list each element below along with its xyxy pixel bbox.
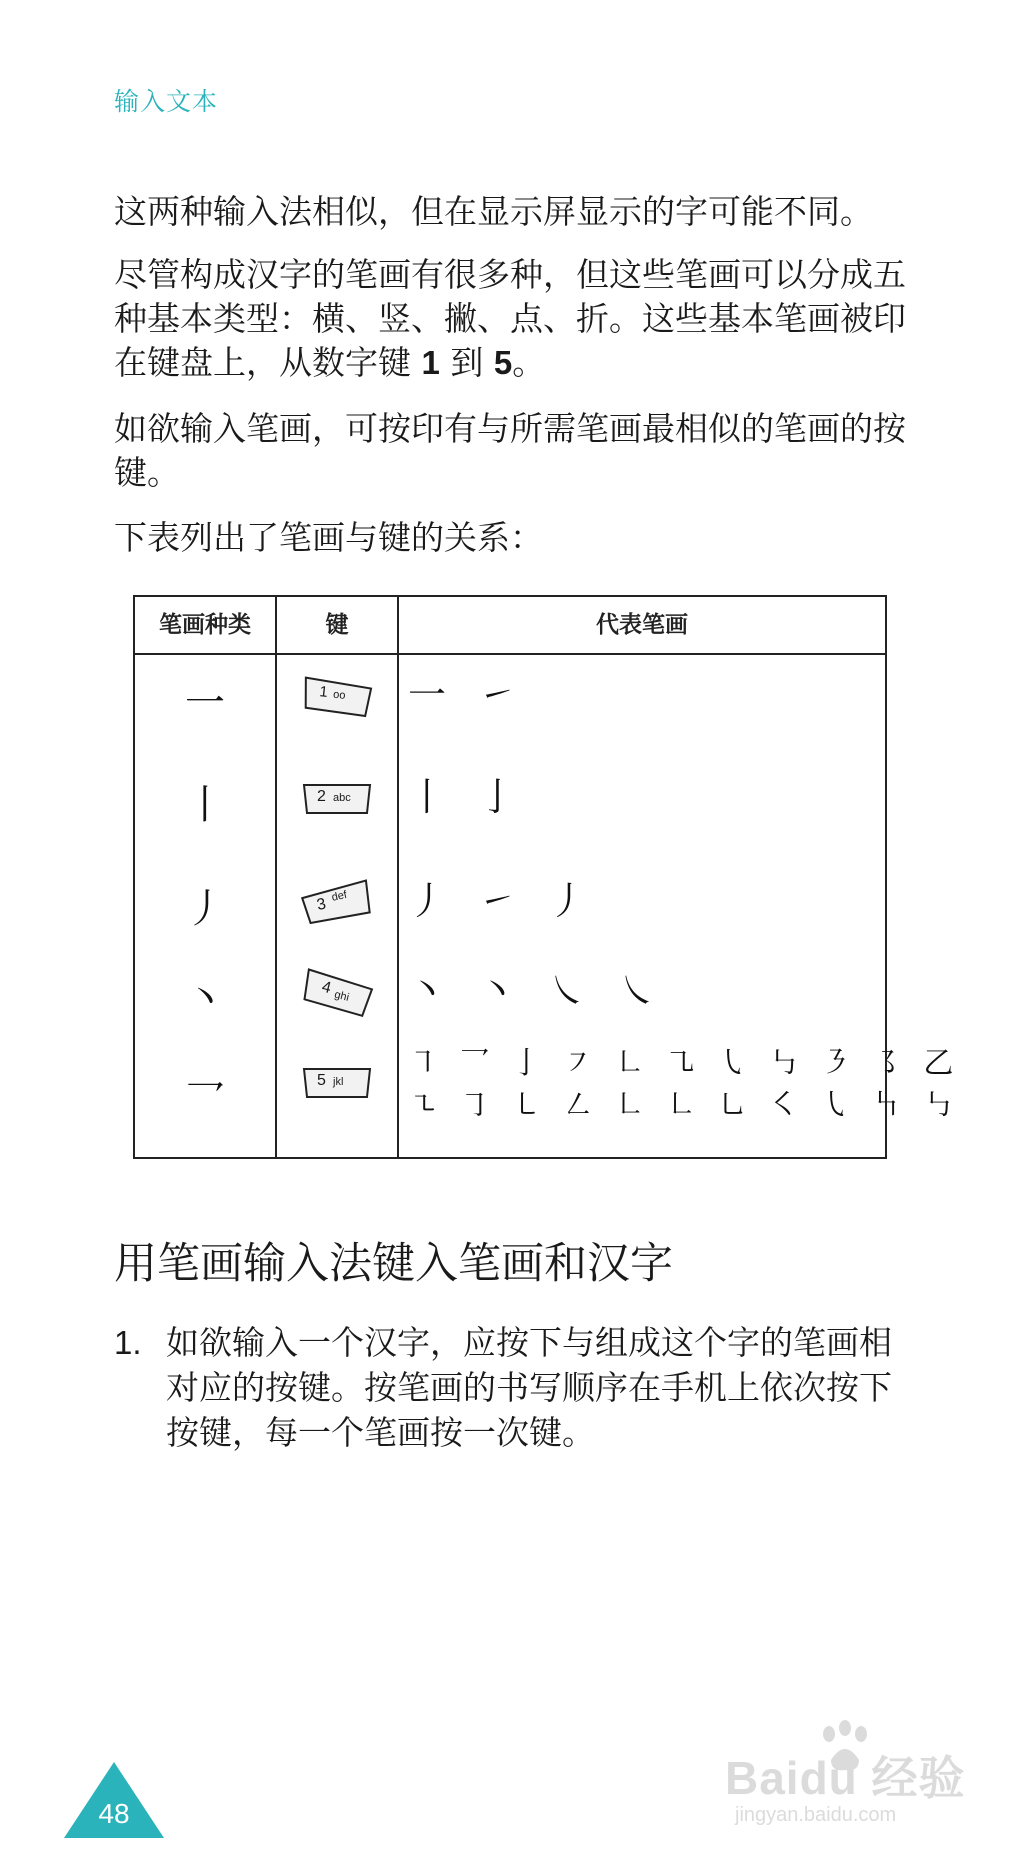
key-number-label: 3 (315, 895, 328, 915)
stroke-type-cell: 丶 (185, 976, 225, 1022)
key-number-label: 5 (317, 1072, 326, 1089)
key-sub-label: def (330, 888, 349, 904)
stroke-type-cell: 一 (185, 680, 225, 726)
page-number-badge (62, 1760, 166, 1840)
paragraph-text: 。 (512, 343, 546, 382)
stroke-type-cell: 乛 (185, 1078, 225, 1124)
stroke-key-table (133, 595, 960, 1159)
key-sub-label: jkl (333, 1076, 344, 1088)
paragraph-stroke-types (114, 253, 914, 385)
representative-strokes-line: ㇍ ㇆ ㇄ ㇜ ㇗ ㇗ ㇟ ㇛ ㇂ ㇞ ㇉ (408, 1088, 960, 1123)
paragraph-intro: 这两种输入法相似，但在显示屏显示的字可能不同。 (114, 192, 873, 231)
key-sub-label: oo (332, 688, 347, 702)
column-header-key: 键 (325, 612, 349, 638)
table-divider (275, 597, 277, 1157)
section-header: 输入文本 (114, 87, 219, 116)
representative-strokes-cell: 丨 亅 (408, 775, 527, 819)
paragraph-input-strokes: 如欲输入笔画，可按印有与所需笔画最相似的笔画的按键。 (114, 409, 906, 492)
key-number-label: 1 (318, 683, 329, 701)
representative-strokes-cell: 一 ㇀ (408, 673, 527, 717)
paragraph-table-intro: 下表列出了笔画与键的关系： (114, 518, 543, 557)
keypad-key-icon (298, 876, 377, 930)
key-sub-label: abc (333, 792, 351, 804)
keypad-key-icon (301, 1063, 373, 1103)
column-header-representative-strokes: 代表笔画 (596, 612, 688, 638)
key-number-label: 2 (317, 788, 326, 805)
keypad-key-icon (297, 965, 377, 1021)
watermark-url: jingyan.baidu.com (735, 1804, 897, 1826)
keypad-key-icon (299, 673, 375, 720)
stroke-type-cell: 丿 (185, 886, 225, 932)
page-number: 48 (98, 1798, 130, 1829)
representative-strokes-cell (408, 1043, 960, 1127)
representative-strokes-line: ㇕ 乛 亅 ㇇ ㇗ ㇈ ㇂ ㇉ ㇋ ㇌ 乙 (408, 1046, 960, 1081)
paragraph-text: 尽管构成汉字的笔画有很多种，但这些笔画可以分成五种基本类型：横、竖、撇、点、折。这些基本笔画被印在键盘上，从数字键 (114, 255, 906, 382)
table-divider (397, 597, 399, 1157)
keypad-key-icon (301, 779, 373, 819)
representative-strokes-cell: 丶 丶 ㇏ ㇏ (408, 969, 667, 1013)
table-header-divider (135, 653, 885, 655)
watermark (725, 1720, 975, 1840)
column-header-stroke-type: 笔画种类 (159, 612, 251, 638)
stroke-type-cell: 丨 (185, 782, 225, 828)
key-number: 5 (493, 344, 513, 381)
paragraph-text: 到 (439, 343, 494, 382)
list-item-number: 1. (114, 1324, 142, 1361)
key-sub-label: ghi (333, 988, 351, 1004)
key-number: 1 (421, 344, 440, 381)
key-number-label: 4 (320, 978, 333, 998)
representative-strokes-cell: 丿 ㇀ 丿 (408, 879, 597, 923)
watermark-logo-text: Baidu 经验 (725, 1752, 966, 1804)
list-item-text: 如欲输入一个汉字，应按下与组成这个字的笔画相对应的按键。按笔画的书写顺序在手机上依次按下按键，每一个笔画按一次键。 (166, 1323, 892, 1452)
section-title: 用笔画输入法键入笔画和汉字 (114, 1239, 673, 1289)
